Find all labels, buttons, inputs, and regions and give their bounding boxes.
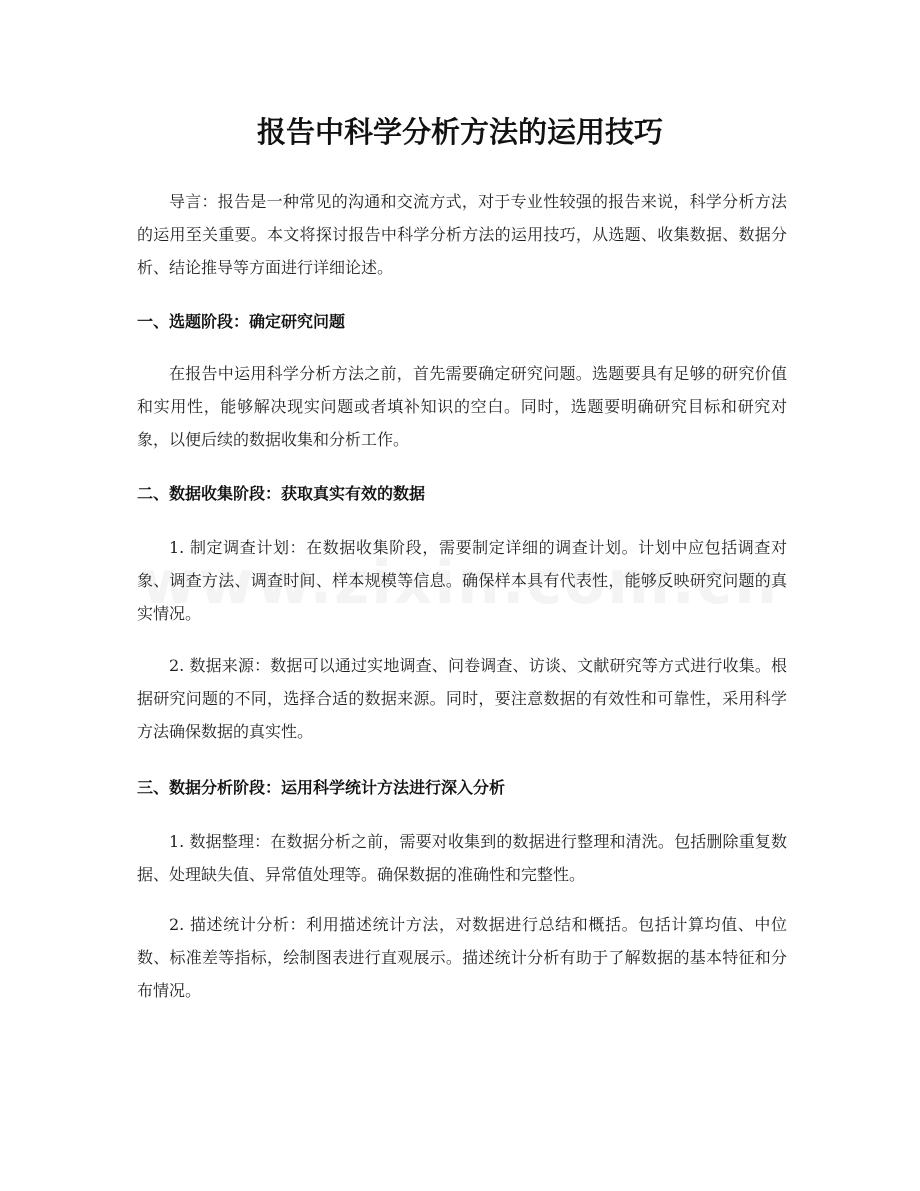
intro-paragraph: 导言：报告是一种常见的沟通和交流方式，对于专业性较强的报告来说，科学分析方法的运用至关重要。本文将探讨报告中科学分析方法的运用技巧，从选题、收集数据、数据分析、结论推导等方面进行详细论述。 — [137, 192, 787, 277]
section-3-paragraph-2: 2. 描述统计分析：利用描述统计方法，对数据进行总结和概括。包括计算均值、中位数、标准差等指标，绘制图表进行直观展示。描述统计分析有助于了解数据的基本特征和分布情况。 — [137, 915, 787, 1000]
section-heading-3: 三、数据分析阶段：运用科学统计方法进行深入分析 — [137, 778, 506, 797]
document-title: 报告中科学分析方法的运用技巧 — [256, 115, 663, 149]
section-heading-1: 一、选题阶段：确定研究问题 — [137, 312, 346, 331]
section-2-paragraph-2: 2. 数据来源：数据可以通过实地调查、问卷调查、访谈、文献研究等方式进行收集。根据研究问题的不同，选择合适的数据来源。同时，要注意数据的有效性和可靠性，采用科学方法确保数据的真实性。 — [137, 656, 787, 741]
section-1-paragraph-1: 在报告中运用科学分析方法之前，首先需要确定研究问题。选题要具有足够的研究价值和实用性，能够解决现实问题或者填补知识的空白。同时，选题要明确研究目标和研究对象，以便后续的数据收集和分析工作。 — [137, 364, 787, 449]
section-3-paragraph-1: 1. 数据整理：在数据分析之前，需要对收集到的数据进行整理和清洗。包括删除重复数据、处理缺失值、异常值处理等。确保数据的准确性和完整性。 — [137, 832, 787, 884]
section-2-paragraph-1: 1. 制定调查计划：在数据收集阶段，需要制定详细的调查计划。计划中应包括调查对象、调查方法、调查时间、样本规模等信息。确保样本具有代表性，能够反映研究问题的真实情况。 — [137, 538, 787, 623]
section-heading-2: 二、数据收集阶段：获取真实有效的数据 — [137, 484, 426, 503]
